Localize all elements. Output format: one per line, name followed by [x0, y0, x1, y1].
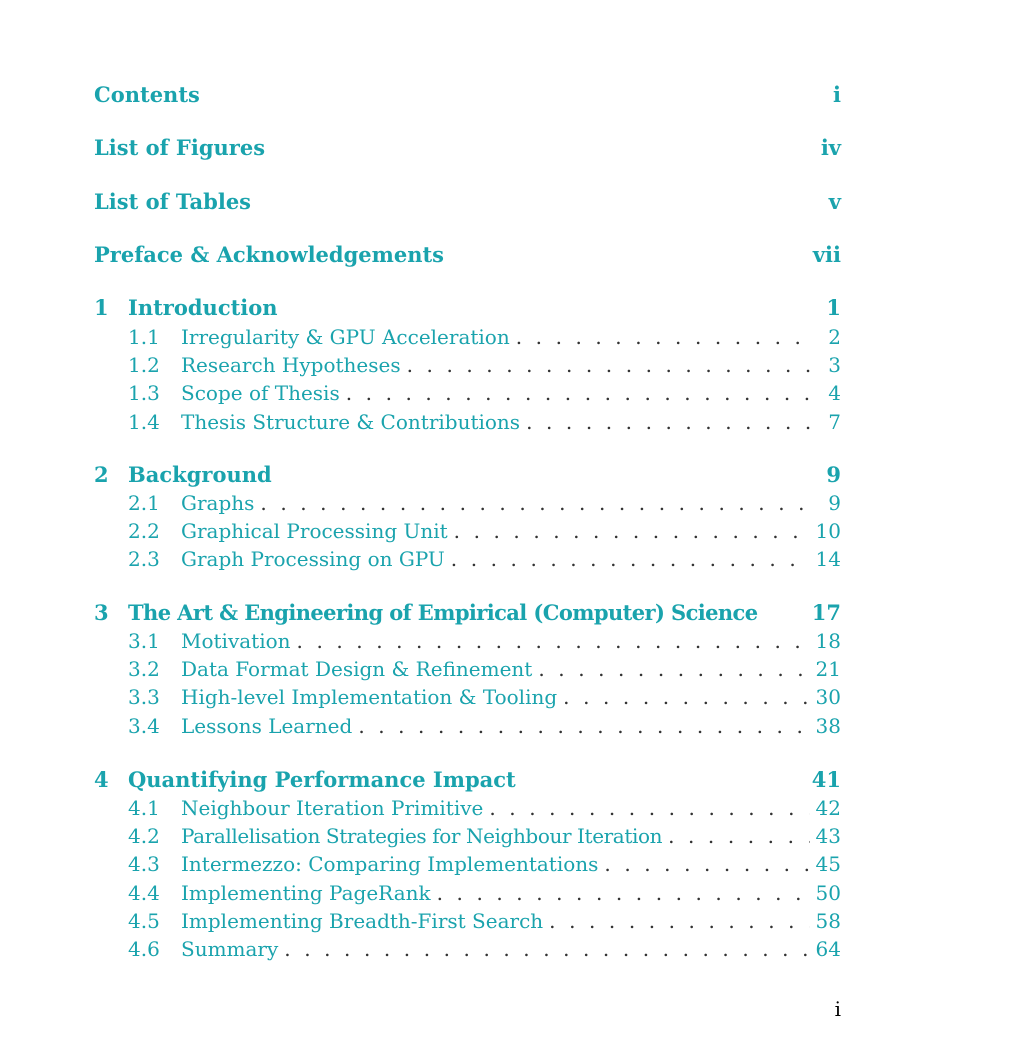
toc-section-4-5[interactable] — [128, 909, 841, 935]
section-title: Research Hypotheses — [181, 353, 401, 377]
toc-section-2-3[interactable] — [128, 547, 841, 573]
section-page: 43 — [815, 824, 841, 848]
section-title: High-level Implementation & Tooling — [181, 685, 558, 709]
toc-section-4-2[interactable] — [128, 824, 841, 850]
chapter-number: 4 — [94, 767, 109, 792]
dot-leader — [489, 796, 809, 820]
section-page: 50 — [815, 881, 841, 905]
section-number: 4.4 — [128, 881, 160, 905]
toc-entry-page: vii — [812, 242, 841, 267]
section-page: 38 — [815, 714, 841, 738]
section-number: 2.3 — [128, 547, 160, 571]
dot-leader — [526, 410, 811, 434]
toc-entry-title: Contents — [94, 82, 200, 107]
section-title: Irregularity & GPU Acceleration — [181, 325, 510, 349]
section-title: Parallelisation Strategies for Neighbour Iteration — [181, 824, 663, 848]
toc-section-4-1[interactable] — [128, 796, 841, 822]
toc-entry-title: Preface & Acknowledgements — [94, 242, 445, 267]
section-number: 3.3 — [128, 685, 160, 709]
section-title: Motivation — [181, 629, 291, 653]
dot-leader — [260, 491, 811, 515]
toc-chapter-2[interactable] — [94, 462, 841, 490]
section-number: 4.3 — [128, 852, 160, 876]
section-number: 3.4 — [128, 714, 160, 738]
dot-leader — [346, 381, 811, 405]
section-page: 64 — [815, 937, 841, 961]
section-page: 18 — [815, 629, 841, 653]
section-title: Graphs — [181, 491, 255, 515]
section-page: 21 — [815, 657, 841, 681]
toc-section-1-2[interactable] — [128, 353, 841, 379]
toc-section-3-4[interactable] — [128, 714, 841, 740]
section-page: 2 — [828, 325, 841, 349]
section-page: 30 — [815, 685, 841, 709]
dot-leader — [604, 852, 809, 876]
section-page: 45 — [815, 852, 841, 876]
toc-entry-page: i — [833, 82, 841, 107]
dot-leader — [358, 714, 809, 738]
chapter-page: 17 — [811, 600, 841, 625]
toc-section-4-6[interactable] — [128, 937, 841, 963]
chapter-title: The Art & Engineering of Empirical (Computer) Science — [128, 600, 758, 625]
dot-leader — [549, 909, 809, 933]
section-title: Scope of Thesis — [181, 381, 340, 405]
toc-entry-title: List of Figures — [94, 135, 266, 160]
section-number: 2.2 — [128, 519, 160, 543]
chapter-page: 9 — [826, 462, 841, 487]
section-number: 1.4 — [128, 410, 160, 434]
section-page: 10 — [815, 519, 841, 543]
chapter-number: 3 — [94, 600, 109, 625]
dot-leader — [538, 657, 809, 681]
toc-entry-title: List of Tables — [94, 189, 251, 214]
chapter-number: 1 — [94, 295, 109, 320]
section-page: 14 — [815, 547, 841, 571]
chapter-title: Background — [128, 462, 272, 487]
section-page: 3 — [828, 353, 841, 377]
section-number: 3.1 — [128, 629, 160, 653]
section-page: 7 — [828, 410, 841, 434]
section-title: Summary — [181, 937, 279, 961]
toc-entry-page: iv — [820, 135, 841, 160]
dot-leader — [563, 685, 809, 709]
section-page: 58 — [815, 909, 841, 933]
toc-section-4-4[interactable] — [128, 881, 841, 907]
section-title: Data Format Design & Refinement — [181, 657, 533, 681]
toc-section-4-3[interactable] — [128, 852, 841, 878]
toc-entry-list-of-figures[interactable] — [94, 135, 841, 163]
chapter-page: 1 — [826, 295, 841, 320]
toc-entry-preface[interactable] — [94, 242, 841, 270]
section-page: 9 — [828, 491, 841, 515]
section-title: Graphical Processing Unit — [181, 519, 448, 543]
chapter-title: Quantifying Performance Impact — [128, 767, 516, 792]
section-number: 4.6 — [128, 937, 160, 961]
toc-chapter-1[interactable] — [94, 295, 841, 323]
dot-leader — [437, 881, 810, 905]
section-number: 3.2 — [128, 657, 160, 681]
toc-section-3-1[interactable] — [128, 629, 841, 655]
section-title: Lessons Learned — [181, 714, 353, 738]
chapter-number: 2 — [94, 462, 109, 487]
toc-chapter-3[interactable] — [94, 600, 841, 628]
dot-leader — [451, 547, 810, 571]
section-number: 4.2 — [128, 824, 160, 848]
section-title: Implementing Breadth-First Search — [181, 909, 544, 933]
section-number: 4.5 — [128, 909, 160, 933]
section-page: 4 — [828, 381, 841, 405]
section-number: 1.3 — [128, 381, 160, 405]
dot-leader — [668, 824, 809, 848]
dot-leader — [284, 937, 809, 961]
chapter-page: 41 — [811, 767, 841, 792]
toc-chapter-4[interactable] — [94, 767, 841, 795]
section-number: 4.1 — [128, 796, 160, 820]
toc-section-1-3[interactable] — [128, 381, 841, 407]
footer-page-number: i — [834, 997, 841, 1021]
toc-entry-contents[interactable] — [94, 82, 841, 110]
dot-leader — [516, 325, 811, 349]
toc-entry-list-of-tables[interactable] — [94, 189, 841, 217]
section-page: 42 — [815, 796, 841, 820]
section-number: 2.1 — [128, 491, 160, 515]
section-title: Neighbour Iteration Primitive — [181, 796, 484, 820]
section-title: Thesis Structure & Contributions — [181, 410, 521, 434]
toc-section-3-2[interactable] — [128, 657, 841, 683]
section-number: 1.1 — [128, 325, 160, 349]
section-title: Implementing PageRank — [181, 881, 431, 905]
dot-leader — [454, 519, 810, 543]
section-number: 1.2 — [128, 353, 160, 377]
toc-entry-page: v — [828, 189, 841, 214]
toc-section-2-2[interactable] — [128, 519, 841, 545]
dot-leader — [297, 629, 810, 653]
dot-leader — [407, 353, 811, 377]
section-title: Graph Processing on GPU — [181, 547, 445, 571]
toc-section-3-3[interactable] — [128, 685, 841, 711]
section-title: Intermezzo: Comparing Implementations — [181, 852, 599, 876]
toc-section-2-1[interactable] — [128, 491, 841, 517]
toc-section-1-1[interactable] — [128, 325, 841, 351]
toc-section-1-4[interactable] — [128, 410, 841, 436]
chapter-title: Introduction — [128, 295, 278, 320]
